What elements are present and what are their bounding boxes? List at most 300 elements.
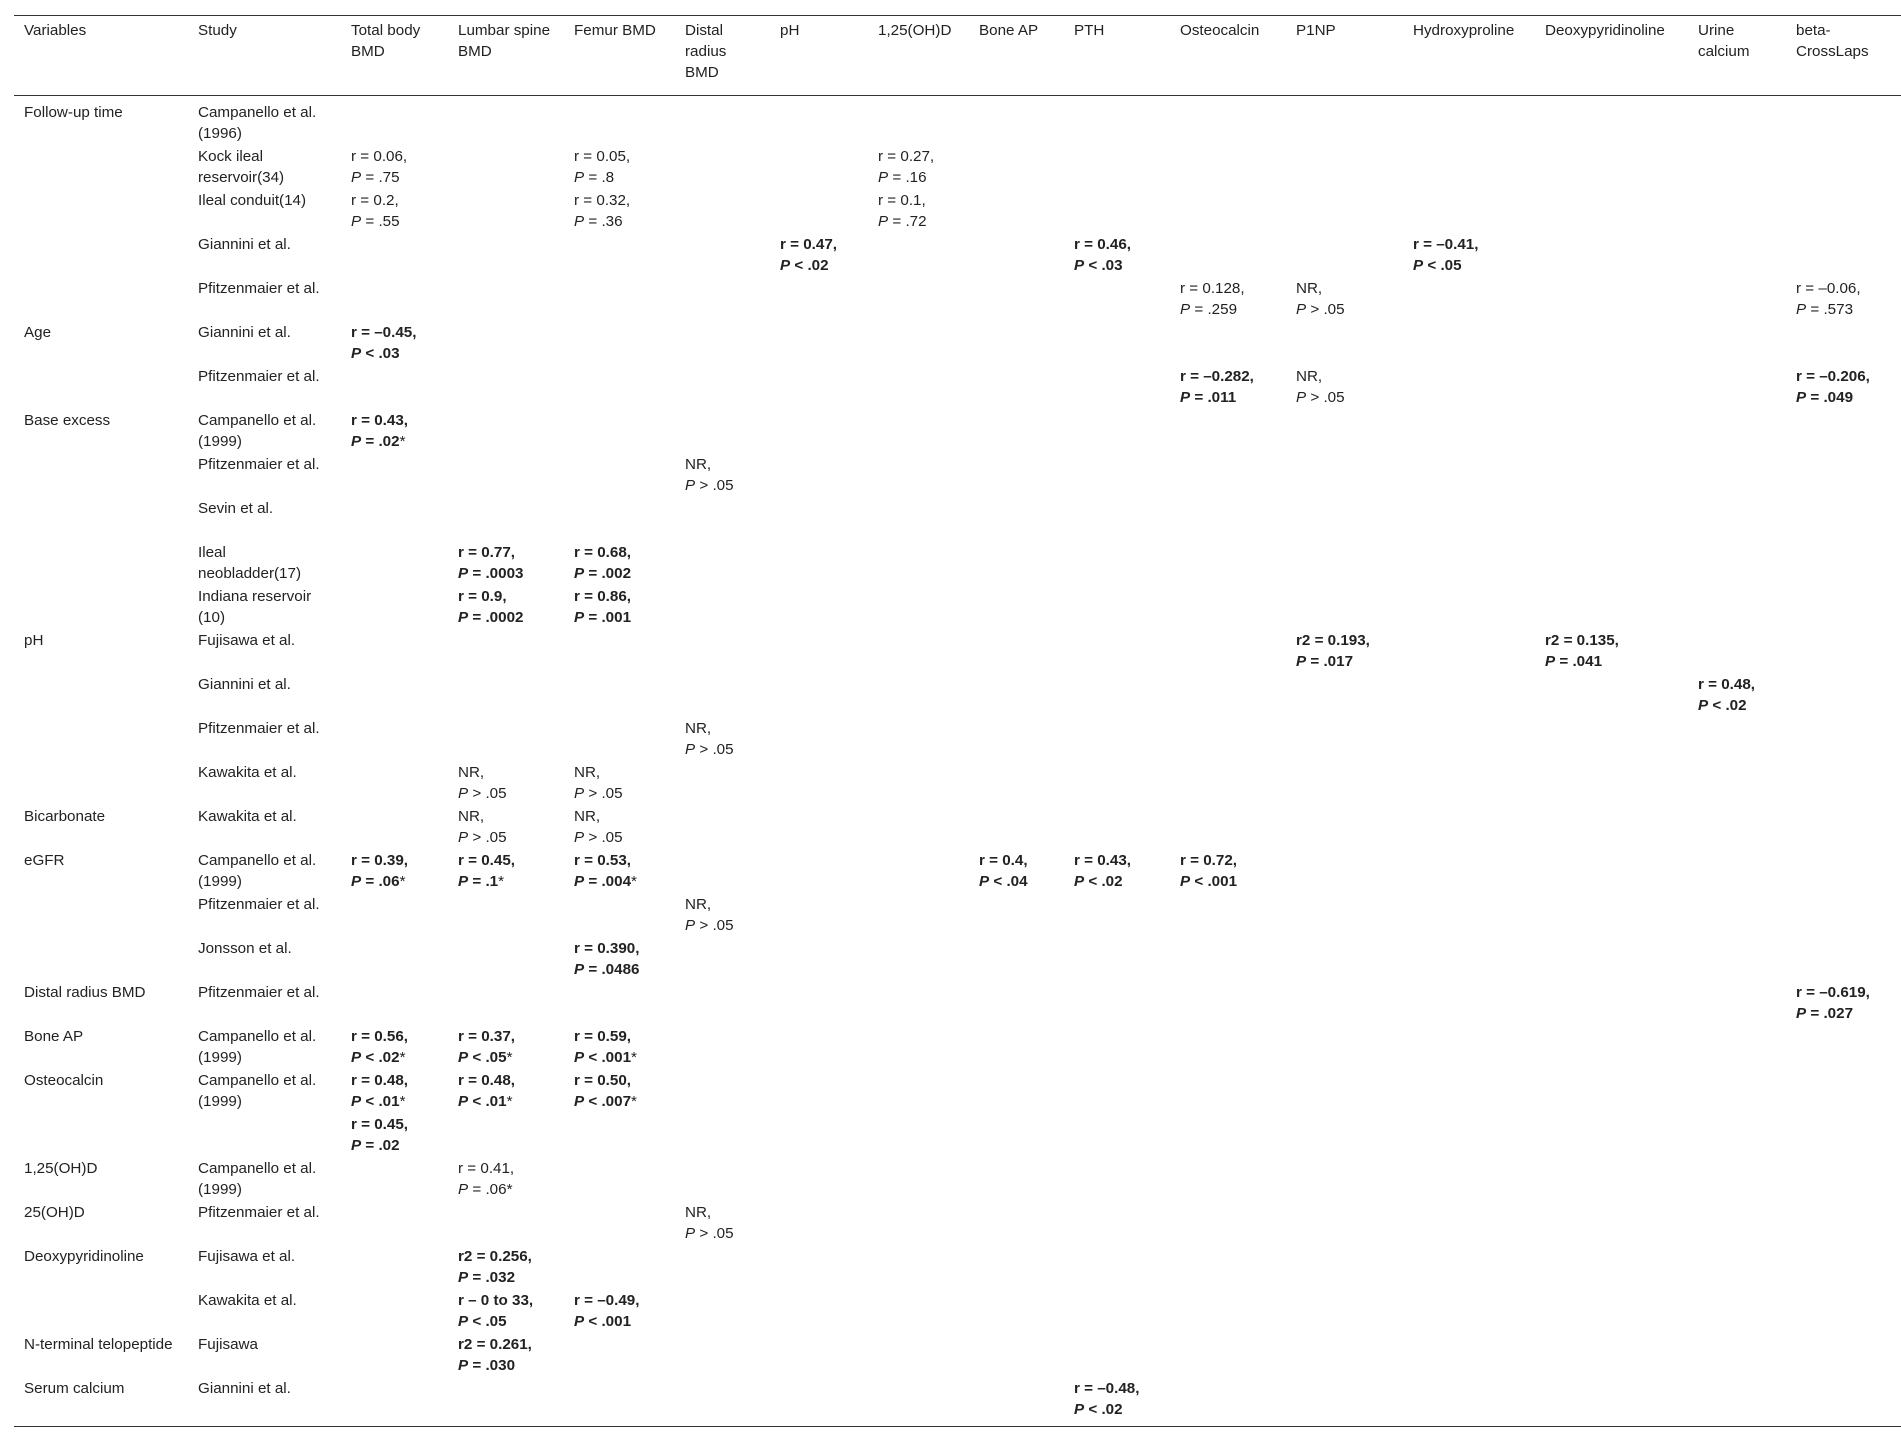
value-cell — [868, 1246, 969, 1290]
value-cell — [448, 1158, 564, 1202]
value-cell — [341, 234, 448, 278]
study-cell: Indiana reservoir (10) — [198, 588, 312, 626]
footnote-star: * — [506, 1093, 513, 1110]
p-symbol: P — [458, 565, 469, 582]
value-cell — [1403, 366, 1535, 410]
value-cell — [1688, 1290, 1786, 1334]
p-value-line — [685, 915, 762, 936]
value-cell — [1535, 718, 1688, 762]
value-cell — [1403, 498, 1535, 542]
p-symbol: P — [1796, 301, 1807, 318]
table-row — [14, 1070, 1901, 1114]
p-value-line — [1796, 299, 1893, 320]
p-value-line — [1180, 299, 1278, 320]
value-cell — [1403, 454, 1535, 498]
coefficient-text: r = 0.56, — [351, 1028, 408, 1045]
value-cell — [675, 674, 770, 718]
coefficient-text: r = 0.27, — [878, 148, 935, 165]
value-cell — [1170, 630, 1286, 674]
value-cell — [1786, 586, 1901, 630]
value-cell — [969, 146, 1064, 190]
value-cell — [969, 1246, 1064, 1290]
value-cell — [969, 454, 1064, 498]
value-cell — [341, 982, 448, 1026]
value-cell — [341, 894, 448, 938]
value-cell — [1286, 542, 1403, 586]
value-cell — [1064, 322, 1170, 366]
value-cell — [1286, 322, 1403, 366]
value-cell — [1688, 806, 1786, 850]
column-header: Total body BMD — [341, 16, 448, 96]
value-cell — [868, 674, 969, 718]
coefficient-text: r – 0 to 33, — [458, 1292, 534, 1309]
value-cell — [1688, 542, 1786, 586]
p-value-text: < .04 — [993, 873, 1028, 890]
value-cell — [969, 894, 1064, 938]
value-cell — [868, 498, 969, 542]
variable-cell — [14, 1290, 188, 1334]
value-cell — [1535, 806, 1688, 850]
value-cell — [1170, 1290, 1286, 1334]
p-value-text: > .05 — [699, 477, 734, 494]
value-cell — [341, 190, 448, 234]
p-symbol: P — [458, 785, 469, 802]
value-cell — [341, 278, 448, 322]
table-row — [14, 1202, 1901, 1246]
value-cell — [1403, 630, 1535, 674]
value-cell — [341, 762, 448, 806]
value-cell — [1064, 146, 1170, 190]
variable-cell — [14, 498, 188, 542]
p-value-line — [574, 563, 667, 584]
coefficient-text: r = 0.43, — [351, 412, 408, 429]
study-cell: Campanello et al. (1999) — [198, 1160, 317, 1198]
table-container — [14, 15, 1901, 1427]
value-cell — [564, 586, 675, 630]
value-cell — [1786, 674, 1901, 718]
variable-cell — [14, 674, 188, 718]
p-value-line — [458, 1047, 556, 1068]
value-cell — [1064, 894, 1170, 938]
study-cell — [188, 1114, 341, 1158]
table-row — [14, 1026, 1901, 1070]
study-cell: Campanello et al. (1996) — [198, 104, 317, 142]
value-cell — [1403, 806, 1535, 850]
p-value-line — [1296, 651, 1395, 672]
value-cell — [1786, 762, 1901, 806]
value-cell — [1064, 542, 1170, 586]
value-cell — [1688, 982, 1786, 1026]
value-cell — [1064, 1114, 1170, 1158]
value-cell — [969, 586, 1064, 630]
p-symbol: P — [458, 873, 469, 890]
p-value-text: = .55 — [365, 213, 400, 230]
p-value-text: = .8 — [588, 169, 615, 186]
coefficient-text: r = 0.39, — [351, 852, 408, 869]
coefficient-text: r2 = 0.135, — [1545, 632, 1619, 649]
study-cell: Kawakita et al. — [198, 808, 297, 825]
value-cell — [969, 1334, 1064, 1378]
value-cell — [1535, 454, 1688, 498]
value-cell — [770, 1246, 868, 1290]
value-cell — [448, 586, 564, 630]
column-header: 1,25(OH)D — [868, 16, 969, 96]
coefficient-text: r = 0.06, — [351, 148, 408, 165]
value-cell — [675, 454, 770, 498]
table-row — [14, 982, 1901, 1026]
value-cell — [1535, 190, 1688, 234]
p-value-line — [1296, 299, 1395, 320]
p-symbol: P — [1698, 697, 1709, 714]
value-cell — [341, 806, 448, 850]
value-cell — [1064, 938, 1170, 982]
value-cell — [448, 1070, 564, 1114]
p-value-line — [458, 563, 556, 584]
value-cell — [448, 762, 564, 806]
value-cell — [448, 366, 564, 410]
value-cell — [341, 586, 448, 630]
p-symbol: P — [1413, 257, 1424, 274]
p-value-text: < .01 — [365, 1093, 400, 1110]
study-cell: Ileal neobladder(17) — [198, 544, 302, 582]
value-cell — [868, 454, 969, 498]
coefficient-text: NR, — [685, 1204, 712, 1221]
value-cell — [1688, 1246, 1786, 1290]
value-cell — [1535, 894, 1688, 938]
p-symbol: P — [458, 1181, 469, 1198]
variable-cell: Base excess — [24, 412, 111, 429]
value-cell — [868, 894, 969, 938]
value-cell — [341, 454, 448, 498]
value-cell — [1535, 938, 1688, 982]
value-cell — [770, 190, 868, 234]
table-row — [14, 1114, 1901, 1158]
p-value-line — [1074, 871, 1162, 892]
value-cell — [868, 718, 969, 762]
value-cell — [1688, 630, 1786, 674]
p-value-line — [1796, 1003, 1893, 1024]
p-value-text: < .001 — [1194, 873, 1238, 890]
coefficient-text: NR, — [685, 456, 712, 473]
value-cell — [675, 894, 770, 938]
value-cell — [1403, 586, 1535, 630]
value-cell — [564, 1026, 675, 1070]
footnote-star: * — [631, 873, 637, 890]
value-cell — [1688, 1070, 1786, 1114]
value-cell — [1688, 586, 1786, 630]
p-value-line — [458, 827, 556, 848]
value-cell — [675, 1290, 770, 1334]
value-cell — [675, 938, 770, 982]
value-cell — [1286, 410, 1403, 454]
value-cell — [868, 630, 969, 674]
coefficient-text: r = 0.41, — [458, 1160, 515, 1177]
p-value-text: < .05 — [472, 1049, 507, 1066]
value-cell — [341, 1334, 448, 1378]
value-cell — [969, 322, 1064, 366]
value-cell — [448, 96, 564, 147]
variable-cell: 25(OH)D — [24, 1204, 85, 1221]
value-cell — [564, 674, 675, 718]
value-cell — [1286, 806, 1403, 850]
p-symbol: P — [979, 873, 990, 890]
coefficient-text: r = 0.50, — [574, 1072, 631, 1089]
value-cell — [1286, 1070, 1403, 1114]
value-cell — [770, 1378, 868, 1427]
p-value-text: = .041 — [1559, 653, 1603, 670]
value-cell — [675, 630, 770, 674]
value-cell — [969, 366, 1064, 410]
value-cell — [1535, 586, 1688, 630]
value-cell — [1286, 762, 1403, 806]
coefficient-text: r = 0.48, — [1698, 676, 1755, 693]
p-value-text: > .05 — [1310, 389, 1345, 406]
value-cell — [341, 1070, 448, 1114]
p-value-line — [1296, 387, 1395, 408]
value-cell — [448, 1334, 564, 1378]
p-symbol: P — [458, 1313, 469, 1330]
value-cell — [969, 1290, 1064, 1334]
study-cell: Giannini et al. — [198, 236, 291, 253]
value-cell — [1688, 894, 1786, 938]
p-value-text: < .007 — [588, 1093, 632, 1110]
table-row — [14, 366, 1901, 410]
table-row — [14, 718, 1901, 762]
value-cell — [1786, 1026, 1901, 1070]
value-cell — [1535, 674, 1688, 718]
p-value-line — [1074, 255, 1162, 276]
variable-cell: Age — [24, 324, 52, 341]
p-value-line — [574, 1047, 667, 1068]
p-value-line — [1545, 651, 1680, 672]
value-cell — [1403, 278, 1535, 322]
value-cell — [1286, 366, 1403, 410]
value-cell — [1688, 234, 1786, 278]
value-cell — [341, 1202, 448, 1246]
value-cell — [564, 542, 675, 586]
value-cell — [1688, 278, 1786, 322]
variable-cell — [14, 586, 188, 630]
column-header: Study — [188, 16, 341, 96]
value-cell — [1786, 938, 1901, 982]
value-cell — [969, 806, 1064, 850]
value-cell — [868, 586, 969, 630]
value-cell — [675, 718, 770, 762]
value-cell — [770, 586, 868, 630]
value-cell — [770, 322, 868, 366]
variable-cell — [14, 234, 188, 278]
value-cell — [1403, 1026, 1535, 1070]
value-cell — [448, 234, 564, 278]
value-cell — [1064, 630, 1170, 674]
coefficient-text: r = –0.48, — [1074, 1380, 1140, 1397]
value-cell — [1064, 410, 1170, 454]
value-cell — [1286, 1334, 1403, 1378]
p-value-text: = .06 — [365, 873, 400, 890]
value-cell — [1286, 674, 1403, 718]
p-symbol: P — [574, 565, 585, 582]
value-cell — [1064, 278, 1170, 322]
value-cell — [675, 234, 770, 278]
p-value-line — [574, 211, 667, 232]
study-cell: Giannini et al. — [198, 324, 291, 341]
p-symbol: P — [351, 1137, 362, 1154]
p-value-line — [1180, 387, 1278, 408]
p-value-text: > .05 — [588, 785, 623, 802]
value-cell — [1786, 1158, 1901, 1202]
value-cell — [675, 1246, 770, 1290]
value-cell — [770, 1290, 868, 1334]
coefficient-text: NR, — [685, 720, 712, 737]
value-cell — [1064, 366, 1170, 410]
p-value-text: = .1 — [472, 873, 499, 890]
value-cell — [1064, 982, 1170, 1026]
value-cell — [868, 806, 969, 850]
value-cell — [564, 850, 675, 894]
value-cell — [1403, 1290, 1535, 1334]
value-cell — [1170, 96, 1286, 147]
p-value-text: = .032 — [472, 1269, 516, 1286]
value-cell — [770, 1114, 868, 1158]
value-cell — [564, 366, 675, 410]
study-cell: Campanello et al. (1999) — [198, 852, 317, 890]
value-cell — [1786, 1290, 1901, 1334]
p-value-text: < .02 — [365, 1049, 400, 1066]
value-cell — [1688, 1334, 1786, 1378]
value-cell — [1786, 278, 1901, 322]
value-cell — [868, 1378, 969, 1427]
value-cell — [564, 498, 675, 542]
value-cell — [448, 146, 564, 190]
p-value-text: < .05 — [472, 1313, 507, 1330]
value-cell — [1688, 498, 1786, 542]
value-cell — [1403, 1202, 1535, 1246]
value-cell — [969, 498, 1064, 542]
p-value-text: = .02 — [365, 1137, 400, 1154]
header-row — [14, 16, 1901, 96]
study-cell: Pfitzenmaier et al. — [198, 896, 320, 913]
value-cell — [564, 1070, 675, 1114]
value-cell — [868, 410, 969, 454]
value-cell — [1170, 1158, 1286, 1202]
value-cell — [1403, 1378, 1535, 1427]
value-cell — [1403, 96, 1535, 147]
p-value-line — [878, 167, 961, 188]
column-header: Variables — [14, 16, 188, 96]
coefficient-text: r = –0.619, — [1796, 984, 1870, 1001]
p-symbol: P — [1296, 389, 1307, 406]
value-cell — [1535, 1290, 1688, 1334]
value-cell — [969, 630, 1064, 674]
value-cell — [1064, 586, 1170, 630]
value-cell — [1064, 718, 1170, 762]
value-cell — [1170, 1202, 1286, 1246]
value-cell — [969, 850, 1064, 894]
p-symbol: P — [574, 961, 585, 978]
value-cell — [1535, 982, 1688, 1026]
value-cell — [1170, 762, 1286, 806]
footnote-star: * — [631, 1049, 637, 1066]
coefficient-text: r = 0.46, — [1074, 236, 1131, 253]
coefficient-text: r = –0.206, — [1796, 368, 1870, 385]
table-row — [14, 410, 1901, 454]
value-cell — [1064, 498, 1170, 542]
p-value-line — [1180, 871, 1278, 892]
value-cell — [1064, 674, 1170, 718]
variable-cell — [14, 542, 188, 586]
value-cell — [564, 190, 675, 234]
coefficient-text: r = 0.72, — [1180, 852, 1237, 869]
footnote-star: * — [399, 1093, 406, 1110]
value-cell — [1688, 410, 1786, 454]
p-value-line — [979, 871, 1056, 892]
value-cell — [1170, 410, 1286, 454]
correlation-table — [14, 15, 1901, 1427]
value-cell — [1688, 674, 1786, 718]
value-cell — [1286, 1378, 1403, 1427]
p-symbol: P — [458, 609, 469, 626]
footnote-star: * — [498, 873, 505, 890]
value-cell — [1403, 762, 1535, 806]
value-cell — [564, 322, 675, 366]
value-cell — [564, 454, 675, 498]
variable-cell: N-terminal telopeptide — [24, 1336, 173, 1353]
p-symbol: P — [1074, 1401, 1085, 1418]
value-cell — [564, 96, 675, 147]
value-cell — [969, 762, 1064, 806]
value-cell — [1170, 322, 1286, 366]
p-value-text: = .004 — [588, 873, 632, 890]
value-cell — [1403, 1246, 1535, 1290]
footnote-star: * — [399, 433, 406, 450]
value-cell — [1286, 234, 1403, 278]
value-cell — [564, 1114, 675, 1158]
p-value-line — [574, 871, 667, 892]
value-cell — [770, 630, 868, 674]
value-cell — [770, 146, 868, 190]
p-symbol: P — [1296, 653, 1307, 670]
variable-cell — [14, 278, 188, 322]
coefficient-text: r = –0.45, — [351, 324, 417, 341]
value-cell — [675, 542, 770, 586]
coefficient-text: r = –0.41, — [1413, 236, 1479, 253]
value-cell — [770, 454, 868, 498]
variable-cell: Deoxypyridinoline — [24, 1248, 144, 1265]
p-value-line — [1413, 255, 1527, 276]
value-cell — [1170, 1114, 1286, 1158]
variable-cell — [14, 366, 188, 410]
p-value-line — [458, 783, 556, 804]
value-cell — [1286, 190, 1403, 234]
p-symbol: P — [1796, 389, 1807, 406]
value-cell — [1688, 454, 1786, 498]
value-cell — [448, 982, 564, 1026]
p-value-text: = .011 — [1194, 389, 1237, 406]
value-cell — [1786, 1202, 1901, 1246]
study-cell: Pfitzenmaier et al. — [198, 456, 320, 473]
value-cell — [1688, 366, 1786, 410]
value-cell — [448, 630, 564, 674]
coefficient-text: r = 0.45, — [351, 1116, 408, 1133]
study-cell: Giannini et al. — [188, 1378, 341, 1427]
coefficient-text: NR, — [458, 808, 485, 825]
value-cell — [341, 542, 448, 586]
value-cell — [1064, 454, 1170, 498]
p-symbol: P — [780, 257, 791, 274]
value-cell — [1535, 366, 1688, 410]
value-cell — [1064, 762, 1170, 806]
p-value-line — [878, 211, 961, 232]
